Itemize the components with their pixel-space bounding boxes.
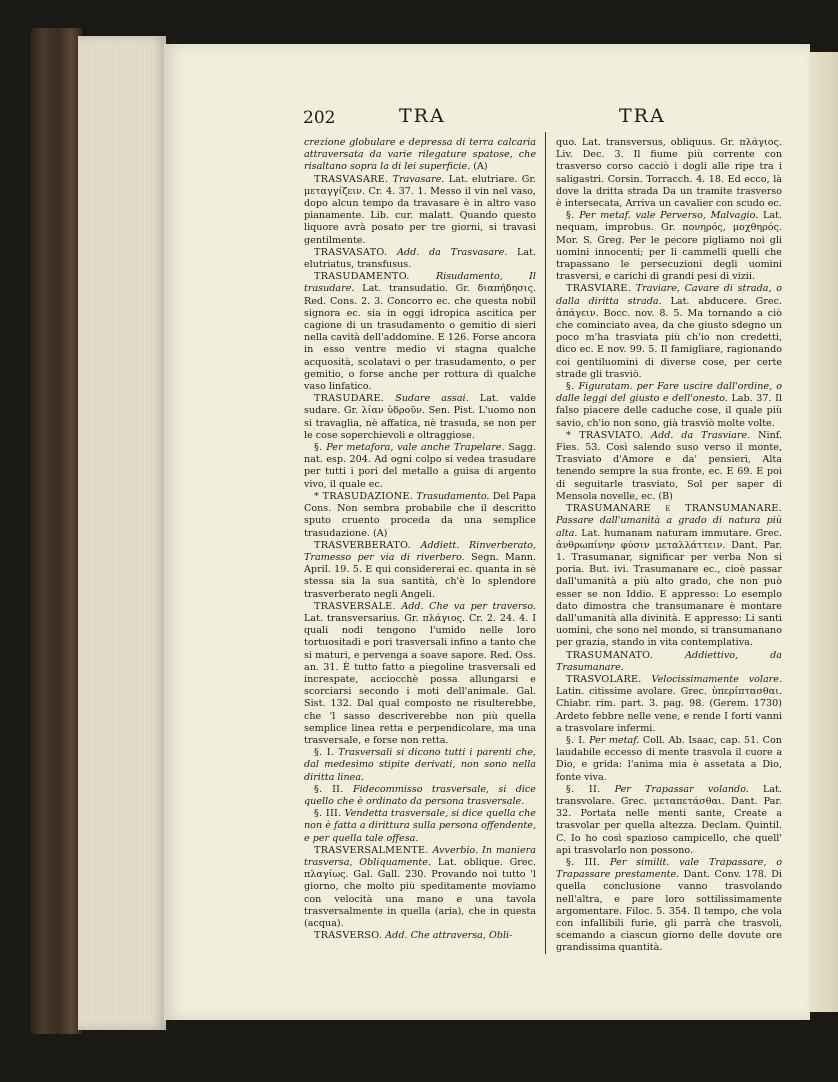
entry-def: Fidecommisso trasversale, si dice quello che è ordinato da persona trasversale. <box>304 783 536 807</box>
left-column <box>304 137 536 942</box>
entry-text: Lat. transversarius. Gr. πλάγιος. Cr. 2. 24. 4. I quali nodi tengono l'umido nelle loro tortuositadi e pori trasversali infino a tanto che si maturi, e pervenga a soave sapore. Red. Oss. an. 31. È tutto fatto a piegoline trasversali ed increspate, acciocchè possa allungarsi e scorciarsi secondo i moti dell'animale. Gal. Sist. 132. Dal qual composto ne risulterebbe, che 'l sasso descriverebbe non più quella semplice linea retta e perpendicolare, ma una trasversale, e forse non retta. <box>304 612 536 746</box>
entry-def: Per similit. vale Trapassare, o Trapassare prestamente. <box>556 856 783 881</box>
entry-def: Sudare assai. <box>384 393 469 405</box>
dictionary-entry <box>304 174 536 247</box>
dictionary-entry <box>556 503 782 649</box>
entry-def: Per metaf. <box>585 734 640 746</box>
dictionary-entry <box>556 650 782 674</box>
entry-lemma: §. <box>314 442 323 454</box>
entry-lemma: TRASUMANATO. <box>566 649 654 661</box>
entry-lemma: TRASVOLARE. <box>566 673 642 685</box>
running-head-left: TRA <box>399 105 446 127</box>
entry-def: Figuratam. per Fare uscire dall'ordine, o dalle leggi del giusto e dell'onesto. <box>556 381 782 405</box>
entry-def: crezione globulare e depressa di terra calcaria attraversata da varie rilegature spatose, che risaltano sopra la di lei superficie. <box>304 137 536 173</box>
entry-text: Lat. abducere. Grec. ἀπάγειν. Bocc. nov. 8. 5. Ma tornando a ciò che cominciato avea, da che giusto sdegno un poco m'ha trasviata più ch'io non credetti, dico ec. E nov. 99. 5. Il famigliare, ragionando coi gentiluomini di diverse cose, per certe strade gli trasviò. <box>556 295 783 380</box>
dictionary-entry <box>304 784 536 808</box>
page-header <box>303 105 783 138</box>
entry-lemma: TRASUDARE. <box>314 393 385 405</box>
entry-text: Segn. Mann. April. 19. 5. E qui considererai ec. quanta in sè stessa sia la sua santità, ch'è lo splendore trasverberato negli Angeli. <box>304 551 537 600</box>
entry-lemma: TRASVIARE. <box>566 283 632 295</box>
entry-text: Lat. elutriatus, transfusus. <box>304 246 537 271</box>
entry-text: Ninf. Fies. 53. Così salendo suso verso il monte, Trasviato d'Amore e da' pensieri, Alta tenendo sempre la sua fronte, ec. E 69. E poi di seguitarle trasviato, Sol per saper di Mensola novelle, ec. (B) <box>556 429 783 502</box>
entry-text: Lat. nequam, improbus. Gr. πονηρός, μοχθηρός. Mor. S. Greg. Per le pecore pigliamo noi gli uomini innocenti; per li cammelli quelli che trapassano le persecuzioni degli uomini trasversi, e carichi di grandi pesi di vizii. <box>556 210 782 283</box>
entry-lemma: §. II. <box>314 783 344 795</box>
entry-def: Vendetta trasversale, si dice quella che non è fatta a dirittura sulla persona offendente, e per quella tale offesa. <box>304 808 536 844</box>
entry-lemma: §. I. <box>566 734 586 746</box>
entry-lemma: TRASVERSO. <box>314 930 383 942</box>
entry-def: Per metaf. vale Perverso, Malvagio. <box>574 210 759 222</box>
entry-def: Add. Che va per traverso. <box>395 600 536 612</box>
dictionary-entry <box>556 210 782 283</box>
entry-lemma: §. I. <box>314 747 335 759</box>
dictionary-entry <box>304 247 536 271</box>
entry-text: Lat. valde sudare. Gr. λίαν ὑδροῦν. Sen. Pist. L'uomo non si travaglia, nè affatica, nè trasuda, se non per le cose soperchievoli e oltraggiose. <box>304 393 536 441</box>
entry-text: Lat. humanam naturam immutare. Grec. ἀνθρωπίνην φύσιν μεταλλάττειν. Dant. Par. 1. Trasumanar, significar per verba Non si poria. But. ivi. Trasumanare ec., cioè passar dall'umanità a più alto grado, che non può esser se non Iddio. E appresso: Lo esemplo dato dimostra che transumanare è montare dall'umanità alla divinità. E appresso: Li santi uomini, che sono nel mondo, si transumanano per grazia, stando in vita contemplativa. <box>556 527 782 649</box>
entry-text: Coll. Ab. Isaac, cap. 51. Con laudabile eccesso di mente trasvola il cuore a Dio, e grida: l'anima mia è assetata a Dio, fonte viva. <box>556 734 782 783</box>
dictionary-entry <box>304 808 536 845</box>
dictionary-entry <box>304 930 536 942</box>
entry-text: Del Papa Cons. Non sembra probabile che il descritto sputo cruento proceda da una semplice trasudazione. (A) <box>304 490 536 539</box>
entry-text: Lat. transudatio. Gr. διαπήδησις. Red. Cons. 2. 3. Concorro ec. che questa nobil signora ec. sia in oggi idropica ascitica per cagione di un trasudamento o gemitio di sieri nella cavità dell'addomine. E 126. Forse ancora in esso ventre medio vi stagna qualche acquosità, scolatavi o per trasudamento, o per gemitio, o forse anche per rottura di qualche vaso linfatico. <box>304 283 536 393</box>
entry-text: Lat. elutriare. Gr. μεταγγίζειν. Cr. 4. 37. 1. Messo il vin nel vaso, dopo alcun tempo da travasare è in altro vaso pianamente. Lib. cur. malatt. Quando questo liquore avrà posato per tre giorni, si travasi gentilmente. <box>304 173 536 246</box>
column-divider <box>545 132 546 954</box>
page-edges <box>78 36 166 1030</box>
dictionary-entry <box>556 674 782 735</box>
dictionary-entry <box>304 601 536 747</box>
entry-text: Lat. oblique. Grec. πλαγίως. Gal. Gall. 230. Provando noi tutto 'l giorno, che molto più speditamente moviamo con velocità una mano e una tavola trasversalmente in quella (aria), che in questa (acqua). <box>304 856 536 929</box>
right-column <box>556 137 782 955</box>
entry-lemma: §. II. <box>566 783 601 795</box>
entry-text: quo. Lat. transversus, obliquus. Gr. πλάγιος. Liv. Dec. 3. Il fiume più corrente con trasverso corso cacciò i dogli alle ripe tra i saligastri. Corsin. Torracch. 4. 18. Ed ecco, là dove la dritta strada Da un tramite trasverso è intersecata, Arriva un cavalier con scudo ec. <box>556 137 782 210</box>
entry-def: Addiett. Rinverberato, Tramesso per via di riverbero. <box>304 539 536 563</box>
entry-lemma: TRASVASARE. <box>314 173 389 185</box>
entry-def: Trasudamento. <box>413 490 490 502</box>
entry-lemma: §. III. <box>314 808 342 820</box>
page-number: 202 <box>303 108 336 128</box>
entry-def: Risudamento, Il trasudare. <box>304 271 536 295</box>
entry-lemma: §. III. <box>566 856 601 868</box>
dictionary-entry <box>556 857 782 955</box>
entry-text: Latin. citissime avolare. Grec. ὑπερίπτασθαι. Chiabr. rim. part. 3. pag. 98. (Gerem. 1730) Ardeto febbre nelle vene, e rende I forti vanni a trasvolare infermi. <box>556 686 782 734</box>
entry-text: Dant. Conv. 178. Di quella conclusione vanno trasvolando nell'altra, e pare loro sottilissimamente argomentare. Filoc. 5. 354. Il tempo, che vola con infallibili furie, gli parrà che trasvoli, scemando a ciascun giorno delle dovute ore grandissima quantità. <box>556 869 782 954</box>
dictionary-entry <box>556 784 782 857</box>
entry-lemma: TRASVERBERATO. <box>314 539 411 551</box>
entry-text: Lat. transvolare. Grec. μεταπετάσθαι. Dant. Par. 32. Portata nelle menti sante, Create a trasvolar per quella altezza. Declam. Quintil. C. Io ho così spazioso campicello, che quell' api trasvolarlo non possono. <box>556 783 783 856</box>
dictionary-entry <box>304 393 536 442</box>
entry-def: Per metafora, vale anche Trapelare. <box>322 442 505 454</box>
entry-lemma: TRASUMANARE e TRANSUMANARE. <box>566 503 782 515</box>
entry-lemma: * TRASUDAZIONE. <box>314 490 414 502</box>
dictionary-entry <box>556 381 782 430</box>
entry-def: Per Trapassar volando. <box>600 783 749 795</box>
entry-def: Addiettivo, da Trasumanare. <box>556 649 782 673</box>
entry-def: Avverbio. In maniera trasversa, Obliquamente. <box>304 844 536 868</box>
entry-def: Traviare, Cavare di strada, o dalla diritta strada. <box>556 283 782 307</box>
dictionary-entry <box>556 430 782 503</box>
entry-text: Lab. 37. Il falso piacere delle caduche cose, il quale più savio, ch'io non sono, già trasviò molte volte. <box>556 393 782 429</box>
entry-def: Velocissimamente volare. <box>641 673 782 685</box>
dictionary-entry <box>556 735 782 784</box>
dictionary-entry <box>556 283 782 381</box>
dictionary-entry <box>556 137 782 210</box>
dictionary-entry <box>304 747 536 784</box>
book-spine <box>30 28 82 1034</box>
dictionary-entry <box>304 271 536 393</box>
dictionary-entry <box>304 845 536 930</box>
dictionary-entry <box>304 442 536 491</box>
entry-lemma: TRASUDAMENTO. <box>314 271 410 283</box>
dictionary-entry <box>304 137 536 174</box>
facing-page-edge <box>810 52 838 1012</box>
entry-lemma: TRASVASATO. <box>314 246 388 258</box>
entry-lemma: * TRASVIATO. <box>566 429 644 441</box>
entry-lemma: TRASVERSALMENTE. <box>314 844 429 856</box>
entry-def: Passare dall'umanità a grado di natura più alta. <box>556 515 782 539</box>
running-head-right: TRA <box>619 105 666 127</box>
entry-lemma: TRASVERSALE. <box>314 600 396 612</box>
entry-lemma: §. <box>566 210 575 222</box>
entry-text: (A) <box>470 161 488 173</box>
entry-lemma: §. <box>566 381 575 393</box>
dictionary-entry <box>304 540 536 601</box>
entry-def: Travasare. <box>388 173 445 185</box>
entry-def: Trasversali si dicono tutti i parenti che, dal medesimo stipite derivati, non sono nella diritta linea. <box>304 747 536 783</box>
dictionary-entry <box>304 491 536 540</box>
entry-def: Add. Che attraversa, Obli- <box>382 930 513 942</box>
entry-text: Sagg. nat. esp. 204. Ad ogni colpo si vedea trasudare per tutti i pori del metallo a guisa di argento vivo, il quale ec. <box>304 442 536 490</box>
entry-def: Add. da Trasviare. <box>643 429 751 441</box>
entry-def: Add. da Trasvasare. <box>387 246 508 258</box>
